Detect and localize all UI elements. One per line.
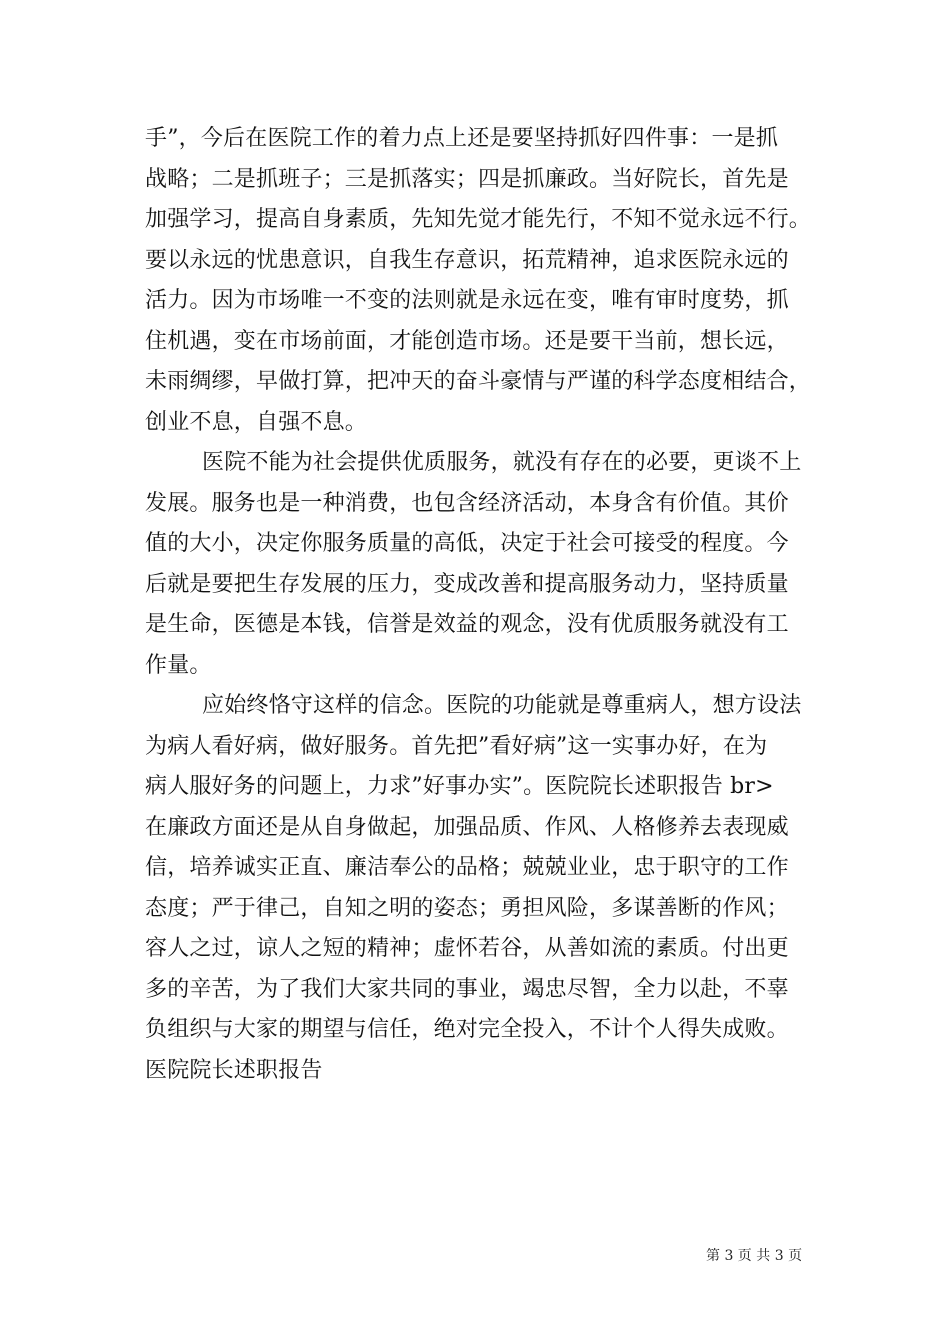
document-body <box>145 119 825 1091</box>
text-line: 态度；严于律己，自知之明的姿态；勇担风险，多谋善断的作风； <box>145 895 789 921</box>
text-line: 发展。服务也是一种消费，也包含经济活动，本身含有价值。其价 <box>145 490 789 516</box>
text-line: 加强学习，提高自身素质，先知先觉才能先行，不知不觉永远不行。 <box>145 207 812 232</box>
text-line: 活力。因为市场唯一不变的法则就是永远在变，唯有审时度势，抓 <box>145 288 789 313</box>
paragraph-start-line: 应始终恪守这样的信念。医院的功能就是尊重病人，想方设法 <box>202 693 802 718</box>
text-line: 值的大小，决定你服务质量的高低，决定于社会可接受的程度。今 <box>145 531 789 556</box>
text-line: 未雨绸缪，早做打算，把冲天的奋斗豪情与严谨的科学态度相结合， <box>145 369 812 394</box>
text-line: 后就是要把生存发展的压力，变成改善和提高服务动力，坚持质量 <box>145 571 789 597</box>
text-line: 作量。 <box>145 652 212 678</box>
text-line: 在廉政方面还是从自身做起，加强品质、作风、人格修养去表现威 <box>145 814 789 840</box>
text-line: 住机遇，变在市场前面，才能创造市场。还是要干当前，想长远， <box>145 328 789 354</box>
text-line: 医院院长述职报告 <box>145 1057 323 1083</box>
text-line: 负组织与大家的期望与信任，绝对完全投入，不计个人得失成败。 <box>145 1017 789 1042</box>
text-line: 信，培养诚实正直、廉洁奉公的品格；兢兢业业，忠于职守的工作 <box>145 855 789 880</box>
text-line: 病人服好务的问题上，力求”好事办实”。医院院长述职报告 br> <box>145 774 774 799</box>
text-line: 手”，今后在医院工作的着力点上还是要坚持抓好四件事：一是抓 <box>145 126 779 151</box>
paragraph-start-line: 医院不能为社会提供优质服务，就没有存在的必要，更谈不上 <box>202 450 802 475</box>
text-line: 是生命，医德是本钱，信誉是效益的观念，没有优质服务就没有工 <box>145 612 789 637</box>
text-line: 为病人看好病，做好服务。首先把”看好病”这一实事办好，在为 <box>145 733 768 759</box>
text-line: 多的辛苦，为了我们大家共同的事业，竭忠尽智，全力以赴，不辜 <box>145 976 789 1002</box>
text-line: 战略；二是抓班子；三是抓落实；四是抓廉政。当好院长，首先是 <box>145 166 789 192</box>
page-number-footer: 第 3 页 共 3 页 <box>706 1248 803 1264</box>
text-line: 创业不息，自强不息。 <box>145 409 368 435</box>
text-line: 容人之过，谅人之短的精神；虚怀若谷，从善如流的素质。付出更 <box>145 936 789 961</box>
text-line: 要以永远的忧患意识，自我生存意识，拓荒精神，追求医院永远的 <box>145 247 789 273</box>
